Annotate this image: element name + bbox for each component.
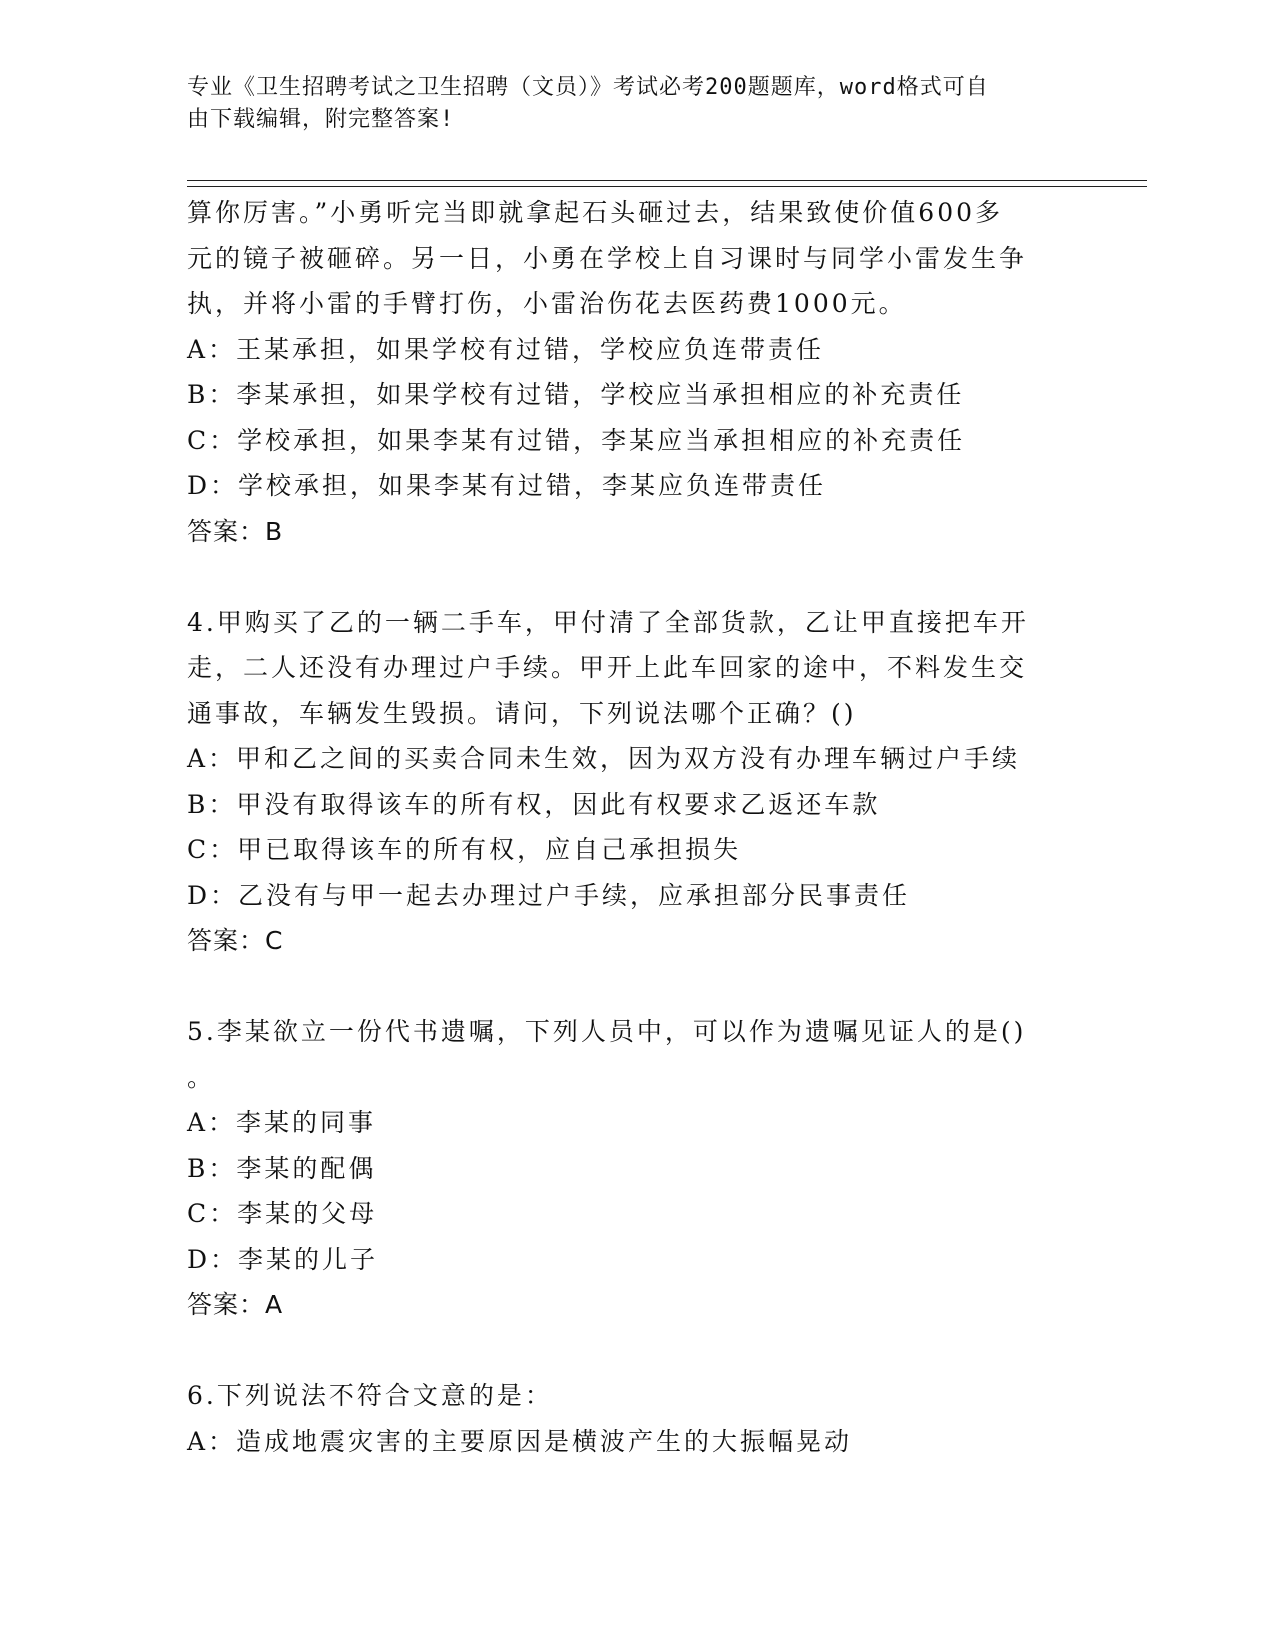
question-text-line: 算你厉害。”小勇听完当即就拿起石头砸过去，结果致使价值600多: [187, 198, 1004, 227]
question-text-line: 5.李某欲立一份代书遗嘱，下列人员中，可以作为遗嘱见证人的是(): [187, 1017, 1027, 1046]
answer-label: 答案：C: [187, 926, 284, 955]
option-a: A：造成地震灾害的主要原因是横波产生的大振幅晃动: [187, 1426, 853, 1456]
question-text-line: 元的镜子被砸碎。另一日，小勇在学校上自习课时与同学小雷发生争: [187, 243, 1028, 273]
question-text-line: 4.甲购买了乙的一辆二手车，甲付清了全部货款，乙让甲直接把车开: [187, 607, 1029, 637]
page-header: [187, 72, 1067, 136]
header-divider: [187, 180, 1147, 187]
question-3-continued: [187, 190, 1067, 555]
header-line-2: 由下载编辑，附完整答案!: [187, 107, 455, 132]
option-b: B：李某的配偶: [187, 1153, 377, 1183]
option-c: C：学校承担，如果李某有过错，李某应当承担相应的补充责任: [187, 425, 966, 455]
option-d: D：学校承担，如果李某有过错，李某应负连带责任: [187, 471, 827, 500]
option-b: B：李某承担，如果学校有过错，学校应当承担相应的补充责任: [187, 380, 965, 409]
question-4: [187, 600, 1067, 965]
option-a: A：王某承担，如果学校有过错，学校应负连带责任: [187, 334, 825, 364]
option-c: C：甲已取得该车的所有权，应自己承担损失: [187, 835, 742, 864]
question-text-line: 通事故，车辆发生毁损。请问，下列说法哪个正确？(): [187, 698, 857, 728]
answer-label: 答案：A: [187, 1290, 284, 1319]
question-6: [187, 1373, 1067, 1464]
option-b: B：甲没有取得该车的所有权，因此有权要求乙返还车款: [187, 789, 881, 819]
option-c: C：李某的父母: [187, 1199, 378, 1228]
spacer: [187, 1328, 1067, 1373]
question-text-line: 走，二人还没有办理过户手续。甲开上此车回家的途中，不料发生交: [187, 653, 1028, 682]
spacer: [187, 555, 1067, 600]
option-d: D：乙没有与甲一起去办理过户手续，应承担部分民事责任: [187, 880, 911, 910]
spacer: [187, 964, 1067, 1009]
option-a: A：李某的同事: [187, 1108, 377, 1137]
header-line-1: 专业《卫生招聘考试之卫生招聘（文员）》考试必考200题题库，word格式可自: [187, 75, 989, 100]
document-body: [187, 190, 1067, 1464]
question-text-line: 6.下列说法不符合文意的是：: [187, 1381, 553, 1410]
answer-label: 答案：B: [187, 516, 284, 546]
option-d: D：李某的儿子: [187, 1244, 379, 1274]
option-a: A：甲和乙之间的买卖合同未生效，因为双方没有办理车辆过户手续: [187, 744, 1021, 773]
question-5: [187, 1009, 1067, 1328]
question-text-line: 。: [187, 1062, 216, 1092]
question-text-line: 执，并将小雷的手臂打伤，小雷治伤花去医药费1000元。: [187, 289, 907, 318]
